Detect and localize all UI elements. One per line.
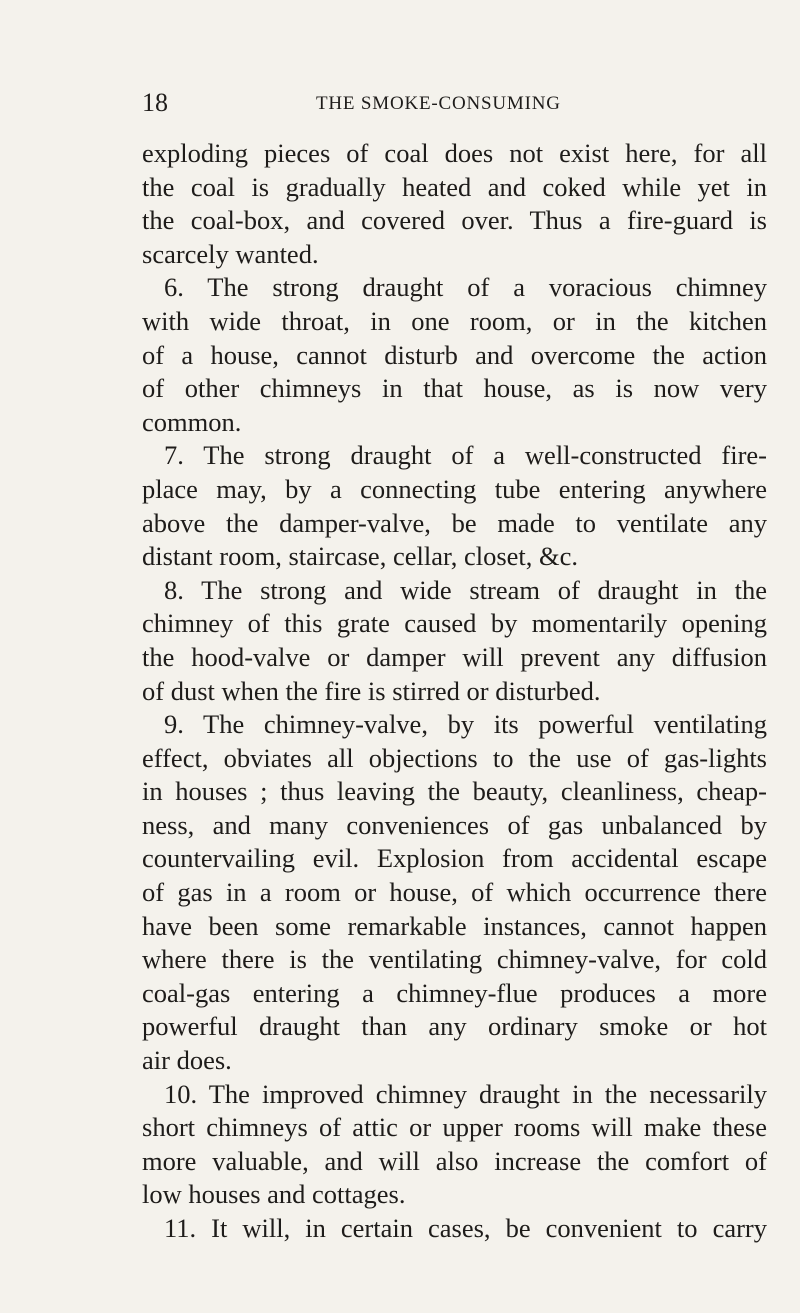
text-line: low houses and cottages. xyxy=(142,1179,406,1210)
paragraph-continuation xyxy=(142,137,767,271)
text-line: have been some remarkable instances, cannot happen xyxy=(142,910,767,941)
text-line: with wide throat, in one room, or in the kitchen xyxy=(142,305,767,336)
text-line: chimney of this grate caused by momentarily opening xyxy=(142,608,767,639)
text-line: of other chimneys in that house, as is now very xyxy=(142,373,767,404)
text-line: distant room, staircase, cellar, closet, &c. xyxy=(142,541,579,572)
paragraph-item-7 xyxy=(142,439,767,573)
text-line: 10. The improved chimney draught in the necessarily xyxy=(164,1078,767,1109)
text-line: more valuable, and will also increase the comfort of xyxy=(142,1145,767,1176)
paragraph-item-11 xyxy=(142,1212,767,1246)
text-line: 8. The strong and wide stream of draught in the xyxy=(164,574,767,605)
text-line: ness, and many conveniences of gas unbalanced by xyxy=(142,809,767,840)
text-line: of a house, cannot disturb and overcome the action xyxy=(142,339,767,370)
text-line: the hood-valve or damper will prevent any diffusion xyxy=(142,641,767,672)
text-line: place may, by a connecting tube entering anywhere xyxy=(142,473,767,504)
text-line: where there is the ventilating chimney-valve, for cold xyxy=(142,944,767,975)
text-line: in houses ; thus leaving the beauty, cleanliness, cheap- xyxy=(142,776,767,807)
paragraph-item-10 xyxy=(142,1078,767,1212)
paragraph-item-6 xyxy=(142,271,767,439)
text-line: short chimneys of attic or upper rooms will make these xyxy=(142,1112,767,1143)
text-line: 7. The strong draught of a well-constructed fire- xyxy=(164,440,767,471)
text-line: 11. It will, in certain cases, be convenient to carry xyxy=(164,1213,767,1243)
text-line: of gas in a room or house, of which occurrence there xyxy=(142,877,767,908)
running-header xyxy=(142,88,662,118)
text-line: air does. xyxy=(142,1045,232,1076)
text-line: coal-gas entering a chimney-flue produces a more xyxy=(142,977,767,1008)
text-line: the coal-box, and covered over. Thus a fire-guard is xyxy=(142,205,767,236)
text-line: countervailing evil. Explosion from accidental escape xyxy=(142,843,767,874)
text-line: the coal is gradually heated and coked while yet in xyxy=(142,171,767,202)
page-number: 18 xyxy=(142,88,168,117)
text-line: powerful draught than any ordinary smoke or hot xyxy=(142,1011,767,1042)
text-line: above the damper-valve, be made to ventilate any xyxy=(142,507,767,538)
text-line: exploding pieces of coal does not exist here, for all xyxy=(142,138,767,168)
text-line: 6. The strong draught of a voracious chimney xyxy=(164,272,767,303)
text-line: common. xyxy=(142,406,242,437)
paragraph-item-9 xyxy=(142,708,767,1078)
text-line: of dust when the fire is stirred or disturbed. xyxy=(142,675,601,706)
text-line: 9. The chimney-valve, by its powerful ventilating xyxy=(164,709,767,740)
text-line: effect, obviates all objections to the use of gas-lights xyxy=(142,742,767,773)
text-line: scarcely wanted. xyxy=(142,238,319,269)
body-text xyxy=(142,137,767,1246)
running-title: THE SMOKE-CONSUMING xyxy=(316,93,561,114)
paragraph-item-8 xyxy=(142,574,767,708)
